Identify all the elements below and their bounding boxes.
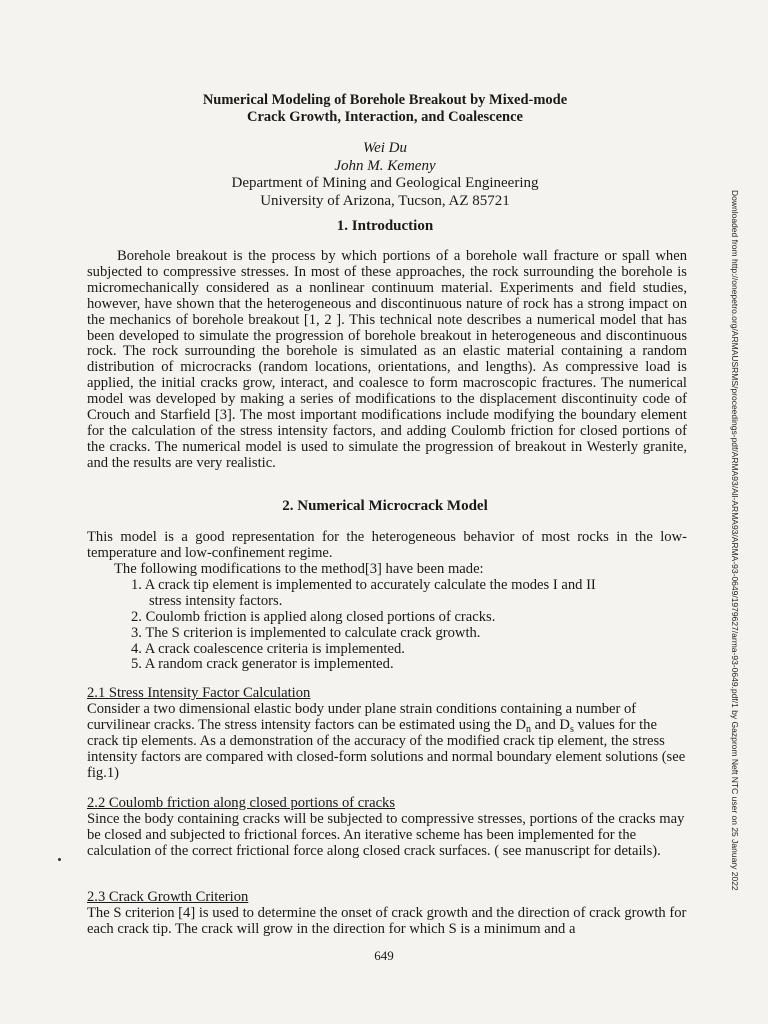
list-item: 4. A crack coalescence criteria is implemented. [131,640,405,657]
author-name-2: John M. Kemeny [334,157,436,174]
section-2-1-heading: 2.1 Stress Intensity Factor Calculation [87,685,311,701]
section-2-3-text: The S criterion [4] is used to determine the onset of crack growth and the direction of crack growth for each crack tip. The crack will grow in the direction for which S is a minimum and a [87,904,687,937]
section-2-2-text: Since the body containing cracks will be subjected to compressive stresses, portions of the cracks may be closed and subjected to frictional forces. An iterative scheme has been implemented for the calculation of the correct frictional force along closed crack surfaces. ( see manuscript for details). [87,810,685,859]
intro-paragraph [87,249,687,472]
author-department: Department of Mining and Geological Engineering [231,175,539,191]
modification-list [87,562,687,673]
list-item: 5. A random crack generator is implemented. [131,656,394,673]
section-2-2-heading: 2.2 Coulomb friction along closed portions of cracks [87,795,396,811]
modification-list-lead: The following modifications to the method[3] have been made: [114,561,484,577]
model-paragraph: This model is a good representation for the heterogeneous behavior of most rocks in the low-temperature and low-confinement regime. [87,529,687,561]
paper-title [130,92,640,126]
section-2-3 [87,890,692,938]
stray-mark [58,858,61,861]
section-2-2 [87,796,692,860]
intro-text: Borehole breakout is the process by which portions of a borehole wall fracture or spall when subjected to compressive stresses. In most of these approaches, the rock surrounding the borehole is micromechanically considered as a nonlinear continuum material. Experiments and field studies, however, have shown that the heterogeneous and discontinuous nature of rock has a strong impact on the mechanics of borehole breakout [1, 2 ]. This technical note describes a numerical model that has been developed to simulate the progression of borehole breakout in heterogeneous and discontinuous rock. The rock surrounding the borehole is simulated as an elastic material containing a random distribution of microcracks (random locations, orientations, and lengths). As compressive load is applied, the initial cracks grow, interact, and coalesce to form macroscopic fractures. The numerical model was developed by making a series of modifications to the displacement discontinuity code of Crouch and Starfield [3]. The most important modifications include modifying the boundary element for the calculation of the stress intensity factors, and adding Coulomb friction for closed portions of the cracks. The numerical model is used to simulate the progression of breakout in Westerly granite, and the results are very realistic. [87,248,687,471]
download-watermark [730,190,750,891]
download-note: Downloaded from http://onepetro.org/ARMAUSRMS/proceedings-pdf/ARMA93/All-ARMA93/ARMA-93-0649/1979627/arma-93-0649.pdf/1 by Gazprom Neft NTC user on 25 January 2022 [730,190,740,891]
author-block [150,140,620,210]
list-item: 1. A crack tip element is implemented to accurately calculate the modes I and II stress intensity factors. [131,576,596,609]
list-item: 3. The S criterion is implemented to calculate crack growth. [131,624,481,641]
author-name-1: Wei Du [362,140,408,156]
list-item: 2. Coulomb friction is applied along closed portions of cracks. [131,608,496,625]
intro-heading: 1. Introduction [336,218,434,234]
section-2-3-heading: 2.3 Crack Growth Criterion [87,889,249,905]
author-university: University of Arizona, Tucson, AZ 85721 [260,192,510,209]
title-line-1: Numerical Modeling of Borehole Breakout by Mixed-mode [202,92,568,108]
model-heading: 2. Numerical Microcrack Model [282,498,488,514]
title-line-2: Crack Growth, Interaction, and Coalescence [246,109,523,125]
page-number: 649 [374,948,394,963]
section-2-1 [87,686,692,781]
section-2-1-text: Consider a two dimensional elastic body under plane strain conditions containing a number of curvilinear cracks. The stress intensity factors can be estimated using the $D_n$ and $D_s$ values for the crack tip elements. As a demonstration of the accuracy of the modified crack tip element, the stress intensity factors are compared with closed-form solutions and normal boundary element solutions (see fig.1) [87,700,686,781]
